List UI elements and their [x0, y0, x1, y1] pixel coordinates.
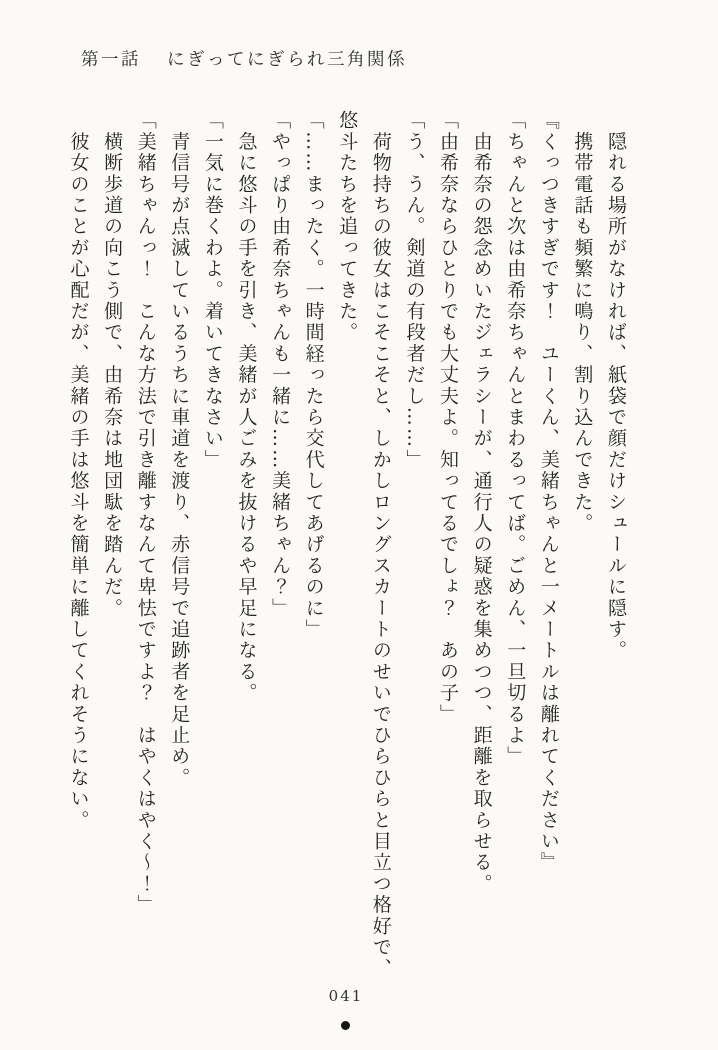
text-column: 携帯電話も頻繁に鳴り、割り込んできた。 — [571, 110, 594, 534]
text-column: 青信号が点滅しているうちに車道を渡り、赤信号で追跡者を足止め。 — [168, 110, 191, 789]
text-column: 「一気に巻くわよ。着いてきなさい」 — [201, 110, 224, 471]
main-text — [61, 110, 632, 990]
page-number: 041 — [328, 987, 364, 1005]
text-column: 隠れる場所がなければ、紙袋で顔だけシュールに隠す。 — [605, 110, 627, 662]
text-column: 「う、うん。剣道の有段者だし……」 — [403, 110, 426, 471]
chapter-header — [81, 46, 407, 71]
text-column: 「由希奈ならひとりでも大丈夫よ。知ってるでしょ？ あの子」 — [437, 110, 460, 725]
text-column: 『くっつきすぎです！ ユーくん、美緒ちゃんと一メートルは離れてください』 — [537, 110, 560, 874]
text-column: 「ちゃんと次は由希奈ちゃんとまわるってば。ごめん、一旦切るよ」 — [504, 110, 527, 768]
text-column: 由希奈の怨念めいたジェラシーが、通行人の疑惑を集めつつ、距離を取らせる。 — [470, 110, 493, 895]
text-column: 急に悠斗の手を引き、美緒が人ごみを抜けるや早足になる。 — [235, 110, 258, 704]
chapter-number: 第一話 — [81, 50, 141, 70]
text-column: 荷物持ちの彼女はこそこそと、しかしロングスカートのせいでひらひらと目立つ格好で、 — [369, 110, 392, 980]
text-column: 「……まったく。一時間経ったら交代してあげるのに」 — [302, 110, 325, 640]
text-column: 「美緒ちゃんっ！ こんな方法で引き離すなんて卑怯ですよ？ はやくはやく～！」 — [134, 110, 157, 916]
chapter-title: にぎってにぎられ三角関係 — [167, 50, 407, 70]
text-column: 「やっぱり由希奈ちゃんも一緒に……美緒ちゃん？」 — [269, 110, 292, 619]
text-column: 横断歩道の向こう側で、由希奈は地団駄を踏んだ。 — [101, 110, 124, 619]
text-column: 悠斗たちを追ってきた。 — [336, 110, 359, 344]
page-marker-dot — [341, 1021, 350, 1030]
text-column: 彼女のことが心配だが、美緒の手は悠斗を簡単に離してくれそうにない。 — [67, 110, 90, 831]
